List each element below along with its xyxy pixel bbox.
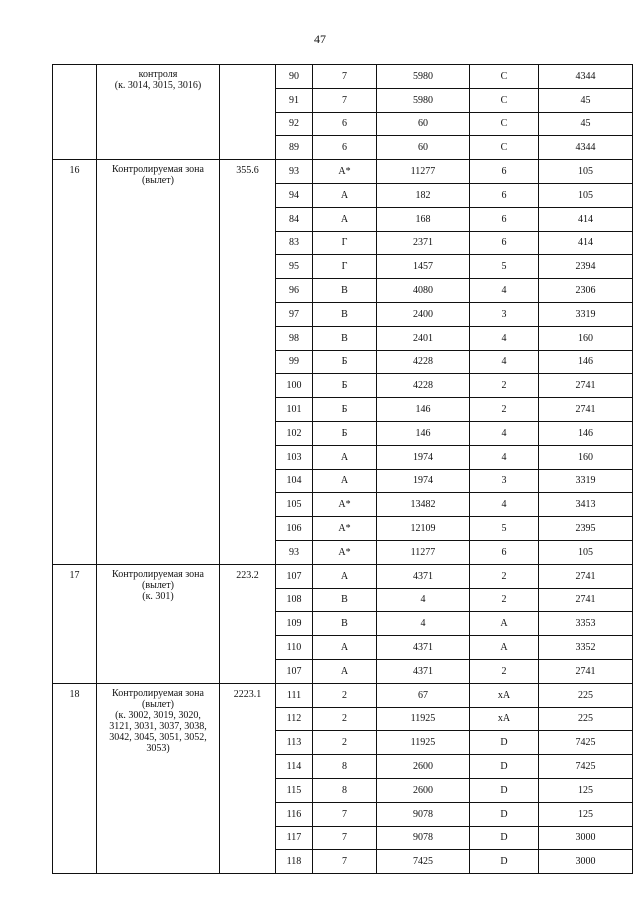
target-cell: 125 [539,802,633,826]
point-number-cell: 94 [276,183,313,207]
point-number-cell: 103 [276,445,313,469]
code-cell: 5 [470,517,539,541]
target-cell: 7425 [539,755,633,779]
code-cell: 4 [470,326,539,350]
category-cell: Б [313,350,377,374]
zone-value-cell: 223.2 [220,564,276,683]
code-cell: D [470,731,539,755]
zone-name-line: контроля [138,69,178,80]
target-cell: 146 [539,350,633,374]
code-cell: 2 [470,588,539,612]
distance-cell: 9078 [377,802,470,826]
point-number-cell: 98 [276,326,313,350]
category-cell: А [313,207,377,231]
target-cell: 105 [539,540,633,564]
category-cell: 7 [313,802,377,826]
code-cell: 6 [470,231,539,255]
category-cell: А [313,445,377,469]
zone-value-cell: 2223.1 [220,683,276,873]
category-cell: В [313,612,377,636]
point-number-cell: 100 [276,374,313,398]
distance-cell: 5980 [377,65,470,89]
category-cell: 7 [313,65,377,89]
distance-cell: 9078 [377,826,470,850]
category-cell: 7 [313,826,377,850]
distance-cell: 2371 [377,231,470,255]
page-number: 47 [314,32,326,46]
category-cell: 8 [313,778,377,802]
distance-cell: 4 [377,588,470,612]
code-cell: D [470,826,539,850]
code-cell: 5 [470,255,539,279]
distance-cell: 146 [377,398,470,422]
category-cell: 7 [313,88,377,112]
target-cell: 45 [539,112,633,136]
distance-cell: 11925 [377,707,470,731]
point-number-cell: 113 [276,731,313,755]
distance-cell: 67 [377,683,470,707]
point-number-cell: 114 [276,755,313,779]
distance-cell: 2600 [377,755,470,779]
distance-cell: 13482 [377,493,470,517]
code-cell: 2 [470,374,539,398]
zone-value-cell [220,65,276,160]
category-cell: А [313,659,377,683]
target-cell: 2741 [539,659,633,683]
distance-cell: 4080 [377,279,470,303]
distance-cell: 4371 [377,659,470,683]
category-cell: А [313,636,377,660]
category-cell: А* [313,517,377,541]
zone-number-cell: 18 [53,683,97,873]
distance-cell: 4228 [377,350,470,374]
point-number-cell: 99 [276,350,313,374]
target-cell: 105 [539,183,633,207]
distance-cell: 60 [377,136,470,160]
target-cell: 160 [539,326,633,350]
target-cell: 2741 [539,398,633,422]
zone-name-cell [97,683,220,873]
code-cell: C [470,112,539,136]
code-cell: 6 [470,207,539,231]
category-cell: А [313,564,377,588]
zone-name-line: (к. 3002, 3019, 3020, [115,709,201,721]
point-number-cell: 117 [276,826,313,850]
category-cell: 6 [313,112,377,136]
point-number-cell: 83 [276,231,313,255]
target-cell: 125 [539,778,633,802]
category-cell: 8 [313,755,377,779]
distance-cell: 60 [377,112,470,136]
target-cell: 3353 [539,612,633,636]
code-cell: 2 [470,659,539,683]
code-cell: D [470,778,539,802]
distance-cell: 1974 [377,469,470,493]
zone-number-cell: 17 [53,564,97,683]
category-cell: В [313,302,377,326]
code-cell: 2 [470,564,539,588]
category-cell: А [313,183,377,207]
distance-cell: 5980 [377,88,470,112]
zone-name-line: Контролируемая зона [112,687,204,699]
distance-cell: 11925 [377,731,470,755]
point-number-cell: 107 [276,564,313,588]
point-number-cell: 93 [276,160,313,184]
target-cell: 225 [539,683,633,707]
distance-cell: 11277 [377,540,470,564]
zone-name-line: 3042, 3045, 3051, 3052, [109,731,207,743]
point-number-cell: 109 [276,612,313,636]
code-cell: 4 [470,445,539,469]
point-number-cell: 89 [276,136,313,160]
code-cell: D [470,802,539,826]
distance-cell: 4 [377,612,470,636]
distance-cell: 7425 [377,850,470,874]
category-cell: A* [313,160,377,184]
distance-cell: 168 [377,207,470,231]
distance-cell: 182 [377,183,470,207]
point-number-cell: 108 [276,588,313,612]
zone-name-cell [97,65,220,160]
distance-cell: 2400 [377,302,470,326]
target-cell: 45 [539,88,633,112]
target-cell: 4344 [539,136,633,160]
distance-cell: 11277 [377,160,470,184]
category-cell: 2 [313,731,377,755]
code-cell: 2 [470,398,539,422]
target-cell: 105 [539,160,633,184]
code-cell: D [470,850,539,874]
distance-cell: 1974 [377,445,470,469]
target-cell: 3352 [539,636,633,660]
category-cell: А [313,469,377,493]
zone-name-line: (к. 3014, 3015, 3016) [114,80,202,91]
distance-cell: 146 [377,421,470,445]
category-cell: 2 [313,707,377,731]
point-number-cell: 102 [276,421,313,445]
code-cell: C [470,65,539,89]
distance-cell: 2600 [377,778,470,802]
target-cell: 3319 [539,302,633,326]
table-row [53,564,633,588]
code-cell: 6 [470,183,539,207]
point-number-cell: 90 [276,65,313,89]
point-number-cell: 118 [276,850,313,874]
distance-cell: 12109 [377,517,470,541]
point-number-cell: 112 [276,707,313,731]
code-cell: D [470,755,539,779]
code-cell: C [470,88,539,112]
code-cell: 3 [470,469,539,493]
point-number-cell: 97 [276,302,313,326]
code-cell: 4 [470,421,539,445]
point-number-cell: 107 [276,659,313,683]
code-cell: 4 [470,350,539,374]
point-number-cell: 91 [276,88,313,112]
target-cell: 4344 [539,65,633,89]
point-number-cell: 93 [276,540,313,564]
zone-name-cell [97,564,220,683]
category-cell: Б [313,374,377,398]
zone-name-line: (вылет) [142,698,174,710]
target-cell: 2741 [539,374,633,398]
category-cell: 6 [313,136,377,160]
code-cell: А [470,612,539,636]
zone-name-line: (к. 301) [142,590,174,602]
category-cell: Б [313,421,377,445]
point-number-cell: 110 [276,636,313,660]
category-cell: В [313,588,377,612]
target-cell: 414 [539,207,633,231]
category-cell: А* [313,540,377,564]
distance-cell: 4228 [377,374,470,398]
point-number-cell: 111 [276,683,313,707]
code-cell: C [470,136,539,160]
code-cell: xA [470,683,539,707]
code-cell: 3 [470,302,539,326]
target-cell: 414 [539,231,633,255]
zone-value-cell: 355.6 [220,160,276,565]
target-cell: 2394 [539,255,633,279]
category-cell: Б [313,398,377,422]
zone-name-line: 3121, 3031, 3037, 3038, [109,720,207,732]
zone-name-line: Контролируемая зона [112,164,204,176]
zone-name-line: 3053) [146,742,170,754]
target-cell: 2306 [539,279,633,303]
zone-name-line: (вылет) [142,579,174,591]
target-cell: 160 [539,445,633,469]
target-cell: 7425 [539,731,633,755]
category-cell: В [313,326,377,350]
point-number-cell: 104 [276,469,313,493]
coordinates-table [52,64,633,874]
category-cell: Г [313,231,377,255]
point-number-cell: 92 [276,112,313,136]
target-cell: 2395 [539,517,633,541]
table-row [53,160,633,184]
code-cell: А [470,636,539,660]
distance-cell: 1457 [377,255,470,279]
code-cell: 4 [470,279,539,303]
zone-name-line: Контролируемая зона [112,568,204,580]
target-cell: 3413 [539,493,633,517]
point-number-cell: 96 [276,279,313,303]
zone-name-line: (вылет) [142,175,174,187]
zone-number-cell: 16 [53,160,97,565]
code-cell: 6 [470,540,539,564]
code-cell: 4 [470,493,539,517]
target-cell: 2741 [539,564,633,588]
target-cell: 146 [539,421,633,445]
category-cell: 7 [313,850,377,874]
distance-cell: 4371 [377,564,470,588]
point-number-cell: 115 [276,778,313,802]
target-cell: 3000 [539,826,633,850]
target-cell: 3319 [539,469,633,493]
category-cell: Г [313,255,377,279]
point-number-cell: 84 [276,207,313,231]
code-cell: 6 [470,160,539,184]
distance-cell: 4371 [377,636,470,660]
code-cell: xA [470,707,539,731]
point-number-cell: 95 [276,255,313,279]
table-row [53,683,633,707]
point-number-cell: 101 [276,398,313,422]
point-number-cell: 116 [276,802,313,826]
target-cell: 225 [539,707,633,731]
category-cell: 2 [313,683,377,707]
point-number-cell: 105 [276,493,313,517]
zone-number-cell [53,65,97,160]
zone-name-cell [97,160,220,565]
target-cell: 3000 [539,850,633,874]
target-cell: 2741 [539,588,633,612]
table-row [53,65,633,89]
point-number-cell: 106 [276,517,313,541]
distance-cell: 2401 [377,326,470,350]
category-cell: А* [313,493,377,517]
category-cell: В [313,279,377,303]
